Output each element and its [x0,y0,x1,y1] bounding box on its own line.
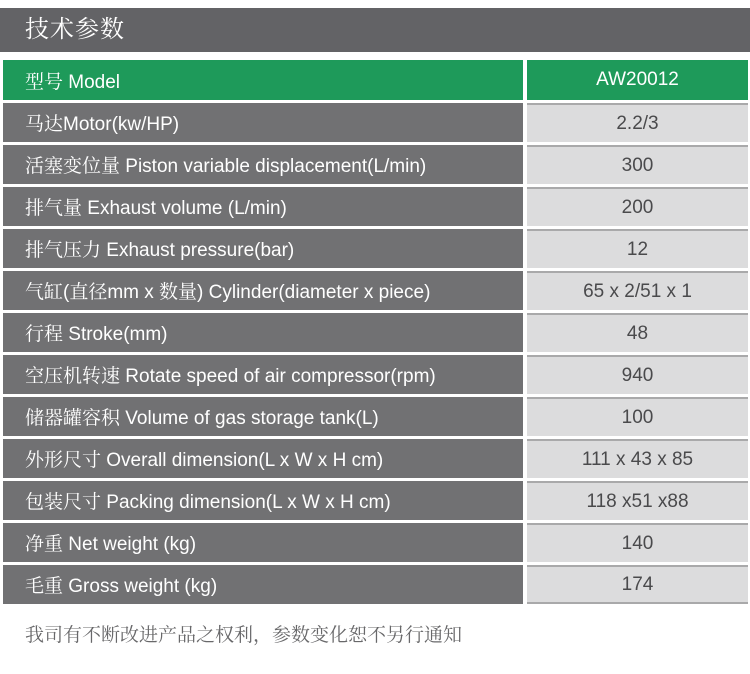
spec-rows [3,103,748,604]
table-row [3,355,748,394]
table-row [3,145,748,184]
spec-value: 2.2/3 [527,103,748,142]
spec-value: 48 [527,313,748,352]
spec-label: 净重 Net weight (kg) [3,523,523,562]
spec-label: 包装尺寸 Packing dimension(L x W x H cm) [3,481,523,520]
spec-label: 外形尺寸 Overall dimension(L x W x H cm) [3,439,523,478]
spec-value: 940 [527,355,748,394]
disclaimer-note: 我司有不断改进产品之权利，参数变化恕不另行通知 [25,625,463,646]
spec-value: 300 [527,145,748,184]
table-row [3,313,748,352]
spec-label: 毛重 Gross weight (kg) [3,565,523,604]
spec-label: 排气量 Exhaust volume (L/min) [3,187,523,226]
spec-value: 118 x51 x88 [527,481,748,520]
table-row [3,271,748,310]
spec-label: 行程 Stroke(mm) [3,313,523,352]
spec-label: 活塞变位量 Piston variable displacement(L/min) [3,145,523,184]
table-row [3,187,748,226]
spec-value: 12 [527,229,748,268]
table-row [3,565,748,604]
spec-value: 140 [527,523,748,562]
table-row [3,397,748,436]
model-number: AW20012 [527,60,748,100]
spec-value: 100 [527,397,748,436]
table-row [3,523,748,562]
table-row [3,439,748,478]
spec-value: 111 x 43 x 85 [527,439,748,478]
table-header-row [3,60,748,100]
spec-label: 马达Motor(kw/HP) [3,103,523,142]
table-row [3,103,748,142]
spec-label: 空压机转速 Rotate speed of air compressor(rpm) [3,355,523,394]
table-row [3,229,748,268]
section-title: 技术参数 [0,8,750,52]
table-row [3,481,748,520]
spec-label: 排气压力 Exhaust pressure(bar) [3,229,523,268]
spec-value: 65 x 2/51 x 1 [527,271,748,310]
spec-label: 气缸(直径mm x 数量) Cylinder(diameter x piece) [3,271,523,310]
spec-label: 储器罐容积 Volume of gas storage tank(L) [3,397,523,436]
spec-value: 174 [527,565,748,604]
model-header-label: 型号 Model [3,60,523,100]
spec-value: 200 [527,187,748,226]
spec-table [3,60,748,604]
